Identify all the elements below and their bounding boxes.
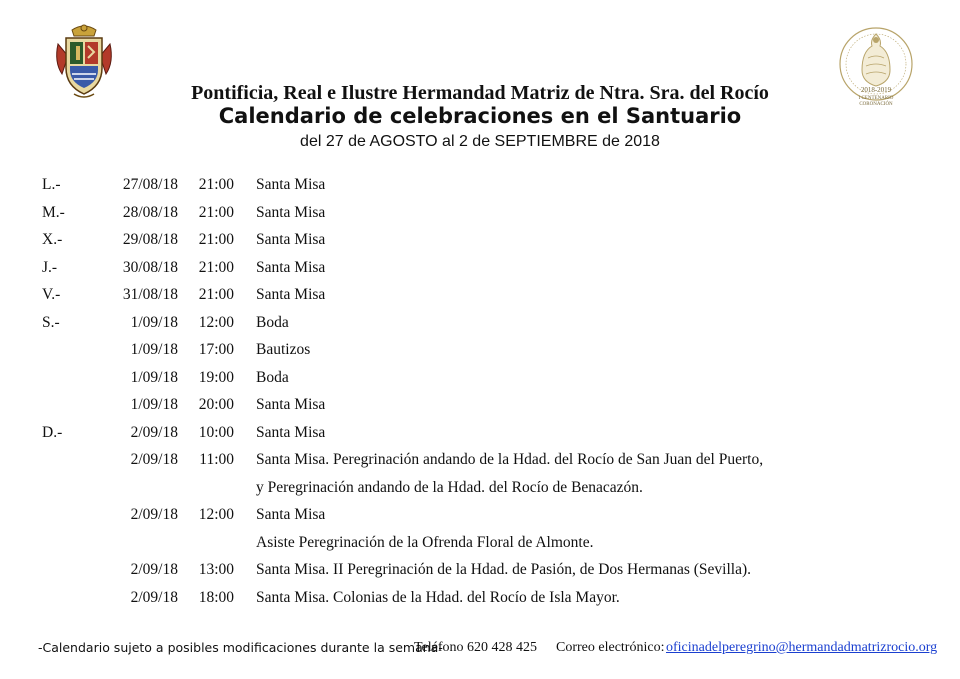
date-cell: 30/08/18: [122, 258, 178, 276]
event-description: Santa Misa: [256, 506, 326, 523]
event-description: Santa Misa: [256, 396, 326, 413]
date-cell: 1/09/18: [130, 341, 178, 358]
event-description: Santa Misa: [256, 231, 326, 248]
time-cell: 17:00: [198, 341, 234, 358]
day-label: L.-: [42, 176, 61, 193]
time-cell: 13:00: [198, 561, 234, 578]
event-description: Santa Misa. Colonias de la Hdad. del Rocío de Isla Mayor.: [256, 588, 620, 606]
schedule-row: [0, 314, 960, 338]
date-cell: 2/09/18: [130, 561, 178, 578]
time-cell: 21:00: [198, 176, 234, 193]
event-description: y Peregrinación andando de la Hdad. del Rocío de Benacazón.: [256, 478, 643, 496]
schedule-row: [0, 176, 960, 200]
schedule-row: [0, 479, 960, 503]
time-cell: 19:00: [198, 368, 234, 386]
date-cell: 1/09/18: [130, 313, 178, 331]
time-cell: 10:00: [198, 423, 234, 441]
event-description: Boda: [256, 368, 289, 386]
schedule-row: [0, 286, 960, 310]
schedule-row: [0, 561, 960, 585]
time-cell: 21:00: [198, 203, 234, 221]
time-cell: 12:00: [198, 313, 234, 331]
footer-email-link[interactable]: oficinadelperegrino@hermandadmatrizrocio.org: [666, 640, 938, 655]
schedule-row: [0, 259, 960, 283]
event-description: Santa Misa: [256, 258, 326, 276]
schedule-row: [0, 589, 960, 613]
date-cell: 28/08/18: [122, 203, 178, 221]
seal-years: 2018-2019: [860, 86, 892, 94]
time-cell: 18:00: [198, 588, 234, 606]
event-description: Santa Misa. Peregrinación andando de la Hdad. del Rocío de San Juan del Puerto,: [256, 451, 764, 468]
event-description: Bautizos: [256, 341, 311, 358]
event-description: Santa Misa: [256, 176, 326, 193]
organization-name: Pontificia, Real e Ilustre Hermandad Matriz de Ntra. Sra. del Rocío: [191, 82, 769, 104]
schedule-row: [0, 341, 960, 365]
date-cell: 1/09/18: [130, 368, 178, 386]
event-description: Santa Misa: [256, 286, 326, 303]
time-cell: 21:00: [198, 258, 234, 276]
schedule-row: [0, 204, 960, 228]
day-label: V.-: [42, 286, 61, 303]
seal-text-1: I CENTENARIO: [858, 96, 894, 101]
time-cell: 20:00: [198, 396, 234, 413]
event-description: Boda: [256, 313, 289, 331]
time-cell: 11:00: [199, 451, 234, 468]
event-description: Asiste Peregrinación de la Ofrenda Floral de Almonte.: [256, 533, 594, 551]
footer-phone: Teléfono 620 428 425: [414, 640, 538, 655]
schedule-row: [0, 231, 960, 255]
event-description: Santa Misa. II Peregrinación de la Hdad. de Pasión, de Dos Hermanas (Sevilla).: [256, 561, 752, 578]
event-description: Santa Misa: [256, 203, 326, 221]
event-description: Santa Misa: [256, 423, 326, 441]
time-cell: 21:00: [198, 231, 234, 248]
page-title: Calendario de celebraciones en el Santuario: [218, 104, 742, 128]
date-cell: 2/09/18: [130, 588, 178, 606]
schedule-row: [0, 534, 960, 558]
date-cell: 1/09/18: [130, 396, 178, 413]
day-label: J.-: [42, 258, 58, 276]
date-cell: 2/09/18: [130, 451, 178, 468]
footer-email-label: Correo electrónico:: [556, 640, 665, 655]
footer-note: -Calendario sujeto a posibles modificaciones durante la semana-: [38, 640, 443, 655]
time-cell: 21:00: [198, 286, 234, 303]
date-cell: 2/09/18: [130, 506, 178, 523]
date-cell: 29/08/18: [122, 231, 178, 248]
schedule-row: [0, 424, 960, 448]
date-cell: 27/08/18: [122, 176, 178, 193]
seal-text-2: CORONACIÓN: [859, 102, 893, 107]
day-label: D.-: [42, 423, 63, 441]
schedule-row: [0, 369, 960, 393]
footer: [0, 640, 960, 660]
schedule-row: [0, 396, 960, 420]
day-label: M.-: [42, 203, 65, 221]
date-range-subtitle: del 27 de AGOSTO al 2 de SEPTIEMBRE de 2018: [300, 133, 660, 150]
time-cell: 12:00: [198, 506, 234, 523]
date-cell: 31/08/18: [122, 286, 178, 303]
day-label: S.-: [42, 313, 60, 331]
schedule-row: [0, 506, 960, 530]
schedule-row: [0, 451, 960, 475]
date-cell: 2/09/18: [130, 423, 178, 441]
day-label: X.-: [42, 231, 63, 248]
